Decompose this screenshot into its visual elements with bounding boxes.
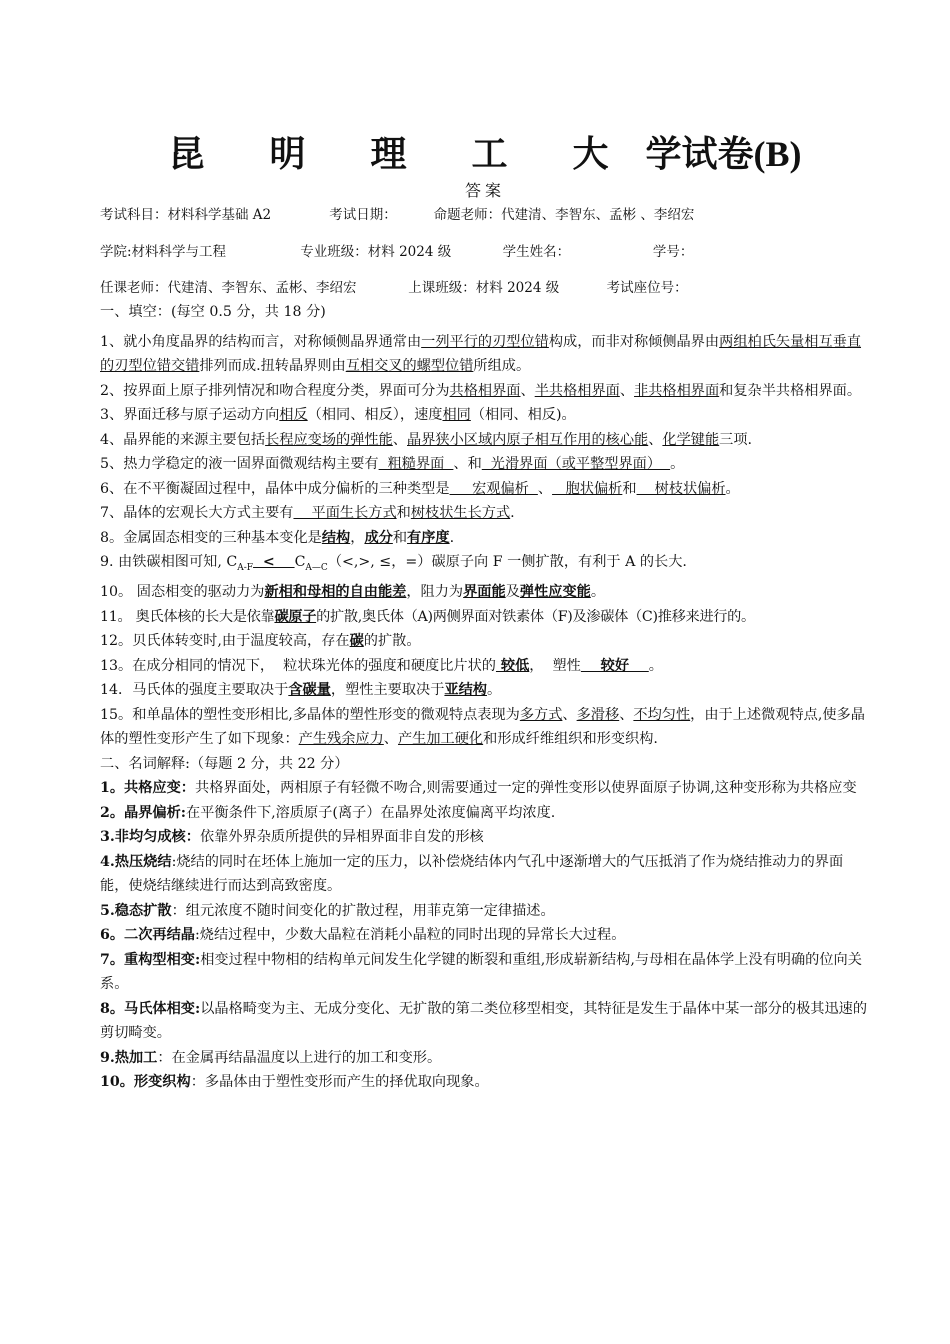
term-item [100,776,870,801]
q8-answer-1: 结构 [321,529,351,546]
section2-heading: 二、名词解释:（每题 2 分，共 22 分） [100,755,349,772]
q2 [100,379,870,404]
q8-text: . [449,529,455,546]
term-name: 6。二次再结晶 [100,927,195,944]
answer-label: 答案 [464,181,505,200]
q15-answer-1: 多方式 [519,706,563,723]
q7-text: . [510,505,515,521]
q13-answer-1: 较低 [495,657,530,674]
q7-text: 和 [396,505,411,521]
q2-answer-2: 半共格相界面 [534,382,620,399]
q5 [100,452,870,477]
term-item [100,923,870,948]
q5-text: 、和 [453,456,482,472]
term-item [100,1046,870,1071]
q13-text: 。 [648,657,663,674]
q13-text: ， 塑性 [529,657,581,674]
q6-answer-1: 宏观偏析 [449,480,538,497]
q9 [100,550,870,580]
term-item [100,997,870,1046]
q7 [100,501,870,526]
q10-text: 10。 固态相变的驱动力为 [100,584,265,601]
q12-text: 12。贝氏体转变时,由于温度较高，存在 [100,633,350,650]
q15 [100,703,870,752]
answer-content [100,300,870,1095]
q15-text: 、 [562,706,577,723]
q7-answer-1: 平面生长方式 [293,505,397,521]
q3-answer-1: 相反 [279,407,308,423]
q10-text: 及 [505,584,520,601]
q10-text: 。 [590,584,606,601]
info-setter: 命题老师：代建清、李智东、孟彬 、李绍宏 [433,207,695,223]
q13-text: 13。在成分相同的情况下， 粒状珠光体的强度和硬度比片状的 [100,657,496,674]
term-definition: :烧结的同时在坯体上施加一定的压力，以补偿烧结体内气孔中逐渐增大的气压抵消了作为烧结推动力的界面能，使烧结继续进行而达到高致密度。 [100,853,844,895]
q7-text: 7、晶体的宏观长大方式主要有 [100,505,294,521]
q8-answer-3: 有序度 [407,529,450,546]
term-item [100,948,870,997]
q4-text: 、 [392,431,407,448]
info-subject: 考试科目：材料科学基础 A2 [100,207,272,223]
q4-answer-1: 长程应变场的弹性能 [265,431,393,448]
q1 [100,330,870,379]
q2-text: 、 [520,382,535,399]
q6-text: 和 [622,480,637,497]
info-teacher: 任课老师：代建清、李智东、孟彬、李绍宏 [100,280,357,296]
q1-text: 排列而成.扭转晶界则由 [199,358,346,374]
q1-answer-1: 一列平行的刃型位错 [421,333,549,350]
q9-text: C [294,554,306,570]
title-university: 昆 明 理 工 大 [168,134,637,174]
q14 [100,678,870,703]
term-definition: ：组元浓度不随时间变化的扩散过程，用菲克第一定律描述。 [171,902,555,919]
q9-text: （<,>, ≤，=）碳原子向 F 一侧扩散，有利于 A 的长大. [327,554,687,570]
term-item [100,825,870,850]
section1-heading: 一、填空：(每空 0.5 分，共 18 分) [100,304,326,320]
q8-text: 8。金属固态相变的三种基本变化是 [100,529,322,546]
q10-answer-1: 新相和母相的自由能差 [264,584,407,601]
q6-answer-3: 树枝状偏析 [636,480,726,497]
q13-answer-2: 较好 [580,657,649,674]
q11-text: 11。 奥氏体核的长大是依靠 [100,608,275,625]
q1-text: 所组成。 [473,358,531,374]
term-definition: 共格界面处，两相原子有轻微不吻合,则需要通过一定的弹性变形以使界面原子协调,这种变形称为共格应变 [195,780,857,797]
title-paper: 学试卷(B) [645,134,802,174]
term-name: 3.非均匀成核： [100,829,200,846]
q6-answer-2: 胞状偏析 [552,480,623,497]
info-seat: 考试座位号： [606,280,688,296]
q5-answer-2: 光滑界面（或平整型界面） [481,456,671,472]
q2-text: 2、按界面上原子排列情况和吻合程度分类，界面可分为 [100,382,450,399]
q9-text: 9. 由铁碳相图可知, C [100,554,238,570]
q13 [100,654,870,679]
info-class: 专业班级：材料 2024 级 [300,244,452,260]
term-definition: ：在金属再结晶温度以上进行的加工和变形。 [157,1049,442,1066]
q11-answer: 碳原子 [274,608,317,625]
q15-text: 15。和单晶体的塑性变形相比,多晶体的塑性形变的微观特点表现为 [100,706,520,723]
q6-text: 、 [537,480,553,497]
q12-answer: 碳 [349,633,364,650]
q5-text: 5、热力学稳定的液一固界面微观结构主要有 [100,456,379,472]
q12 [100,629,870,654]
q12-text: 的扩散。 [363,633,421,650]
info-student-name: 学生姓名： [502,244,571,260]
q1-text: 1、就小角度晶界的结构而言，对称倾侧晶界通常由 [100,333,422,350]
term-definition: :烧结过程中，少数大晶粒在消耗小晶粒的同时出现的异常长大过程。 [195,927,626,944]
q3 [100,403,870,428]
info-college: 学院:材料科学与工程 [100,244,227,260]
term-name: 10。形变织构 [100,1074,191,1091]
q6-text: 。 [725,480,740,497]
q5-answer-1: 粗糙界面 [378,456,454,472]
q15-text: 、 [619,706,634,723]
term-definition: ：多晶体由于塑性变形而产生的择优取向现象。 [190,1074,489,1091]
q4-text: 4、晶界能的来源主要包括 [100,431,266,448]
q14-text: ，塑性主要取决于 [330,682,445,699]
q15-answer-2: 多滑移 [576,706,620,723]
term-item [100,801,870,826]
q10-answer-3: 弹性应变能 [519,584,591,601]
q15-text: ，由于上述微观特点,使多晶体的塑性变形产生了如下现象： [100,706,865,748]
q6 [100,477,870,502]
term-name: 2。晶界偏析: [100,804,187,821]
info-lecture-class: 上课班级：材料 2024 级 [408,280,560,296]
term-name: 4.热压烧结 [100,853,172,870]
term-definition: 相变过程中物相的结构单元间发生化学键的断裂和重组,形成崭新结构,与母相在晶体学上没有明确的位向关系。 [100,951,862,993]
q8 [100,526,870,551]
q1-text: 构成，而非对称倾侧晶界由 [548,333,720,350]
q11 [100,605,870,630]
q14-text: 。 [486,682,502,699]
q10 [100,580,870,605]
term-item [100,899,870,924]
q10-text: ，阻力为 [406,584,464,601]
q9-subscript: A-F [237,562,254,573]
q9-subscript: A—C [305,562,328,573]
q14-answer-2: 亚结构 [444,682,487,699]
q10-answer-2: 界面能 [463,584,506,601]
q2-answer-1: 共格相界面 [449,382,521,399]
q3-answer-2: 相同 [442,407,471,423]
q3-text: （相同、相反)。 [470,407,576,423]
q2-text: 、 [619,382,635,399]
q15-answer-5: 产生加工硬化 [397,731,484,748]
q3-text: （相同、相反），速度 [307,407,443,423]
term-item [100,1070,870,1095]
q1-answer-2: 两组柏氏矢量相互垂直的刃型位错交错 [100,333,862,374]
q4 [100,428,870,453]
q1-answer-3: 互相交叉的螺型位错 [345,358,474,374]
term-item [100,850,870,899]
term-list [100,776,870,1095]
q15-text: 、 [383,731,398,748]
exam-title [100,126,870,177]
info-date: 考试日期： [329,207,397,223]
info-student-id: 学号： [652,244,694,260]
q2-answer-3: 非共格相界面 [634,382,720,399]
q14-text: 14．马氏体的强度主要取决于 [100,682,289,699]
q15-answer-3: 不均匀性 [633,706,691,723]
q7-answer-2: 树枝状生长方式 [410,505,511,521]
info-row-2 [100,240,693,260]
term-definition: 在平衡条件下,溶质原子(离子）在晶界处浓度偏离平均浓度. [186,804,556,821]
term-name: 7。重构型相变: [100,951,201,968]
q15-text: 和形成纤维组织和形变织构. [483,731,658,748]
q15-answer-4: 产生残余应力 [298,731,384,748]
q3-text: 3、界面迁移与原子运动方向 [100,407,280,423]
q9-answer: < [253,554,295,570]
info-row-3 [100,276,688,296]
term-name: 9.热加工 [100,1049,158,1066]
term-name: 1。共格应变： [100,780,195,797]
q8-answer-2: 成分 [364,529,393,546]
q4-answer-2: 晶界狭小区域内原子相互作用的核心能 [407,431,649,448]
q8-text: 和 [392,529,408,546]
info-row-1 [100,203,694,223]
q11-text: 的扩散,奥氏体（A)两侧界面对铁素体（F)及渗碳体（C)推移来进行的。 [316,608,755,625]
q4-text: 、 [648,431,663,448]
q4-answer-3: 化学键能 [662,431,720,448]
term-name: 5.稳态扩散 [100,902,172,919]
q4-text: 三项. [719,431,753,448]
q2-text: 和复杂半共格相界面。 [719,382,862,399]
q6-text: 6、在不平衡凝固过程中，晶体中成分偏析的三种类型是 [100,480,450,497]
term-definition: 以晶格畸变为主、无成分变化、无扩散的第二类位移型相变，其特征是发生于晶体中某一部分的极其迅速的剪切畸变。 [100,1000,868,1042]
term-name: 8。马氏体相变: [100,1000,201,1017]
term-definition: 依靠外界杂质所提供的异相界面非自发的形核 [199,829,484,846]
q5-text: 。 [670,456,685,472]
q14-answer-1: 含碳量 [288,682,331,699]
q8-text: ， [350,529,365,546]
